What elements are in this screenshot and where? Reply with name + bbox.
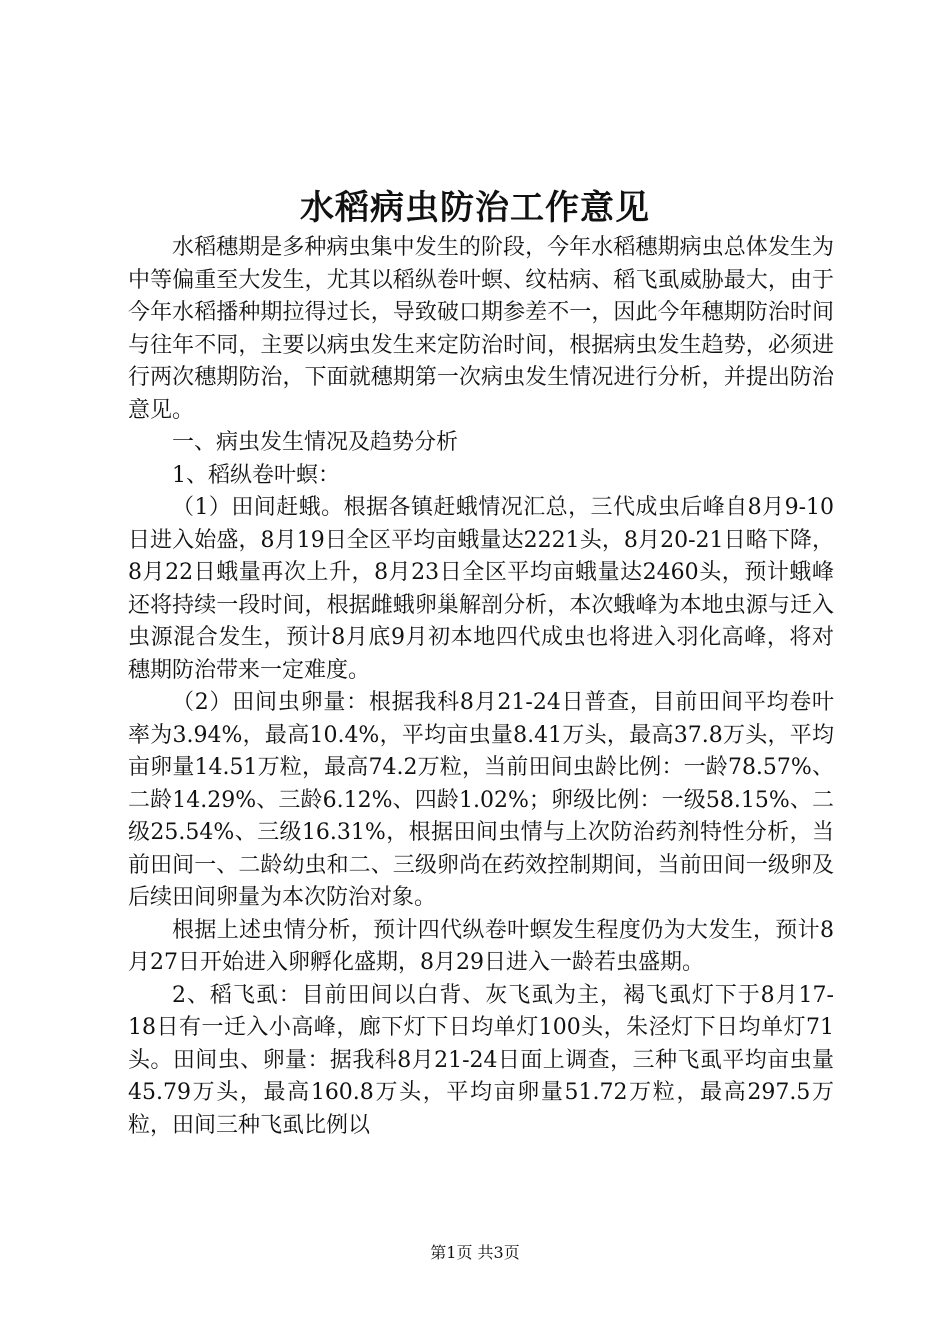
page-footer: 第1页 共3页 — [430, 1243, 520, 1262]
subsection-heading-1: 1、稻纵卷叶螟： — [172, 462, 340, 488]
paragraph-intro: 水稻穗期是多种病虫集中发生的阶段，今年水稻穗期病虫总体发生为中等偏重至大发生，尤其以稻纵卷叶螟、纹枯病、稻飞虱威胁最大，由于今年水稻播种期拉得过长，导致破口期参差不一，因此今年穗期防治时间与往年不同，主要以病虫发生来定防治时间，根据病虫发生趋势，必须进行两次穗期防治，下面就穗期第一次病虫发生情况进行分析，并提出防治意见。 — [128, 235, 834, 423]
paragraph-forecast: 根据上述虫情分析，预计四代纵卷叶螟发生程度仍为大发生，预计8月27日开始进入卵孵化盛期，8月29日进入一龄若虫盛期。 — [128, 917, 834, 975]
paragraph-field-eggs: （2）田间虫卵量：根据我科8月21-24日普查，目前田间平均卷叶率为3.94%，最高10.4%，平均亩虫量8.41万头，最高37.8万头，平均亩卵量14.51万粒，最高74.2万粒，当前田间虫龄比例：一龄78.57%、二龄14.29%、三龄6.12%、四龄1.02%；卵级比例：一级58.15%、二级25.54%、三级16.31%，根据田间虫情与上次防治药剂特性分析，当前田间一、二龄幼虫和二、三级卵尚在药效控制期间，当前田间一级卵及后续田间卵量为本次防治对象。 — [128, 690, 834, 910]
paragraph-planthopper: 2、稻飞虱：目前田间以白背、灰飞虱为主，褐飞虱灯下于8月17-18日有一迁入小高峰，廊下灯下日均单灯100头，朱泾灯下日均单灯71头。田间虫、卵量：据我科8月21-24日面上调查，三种飞虱平均亩虫量45.79万头，最高160.8万头，平均亩卵量51.72万粒，最高297.5万粒，田间三种飞虱比例以 — [128, 982, 834, 1138]
paragraph-field-moths: （1）田间赶蛾。根据各镇赶蛾情况汇总，三代成虫后峰自8月9-10日进入始盛，8月19日全区平均亩蛾量达2221头，8月20-21日略下降，8月22日蛾量再次上升，8月23日全区平均亩蛾量达2460头，预计蛾峰还将持续一段时间，根据雌蛾卵巢解剖分析，本次蛾峰为本地虫源与迁入虫源混合发生，预计8月底9月初本地四代成虫也将进入羽化高峰，将对穗期防治带来一定难度。 — [128, 495, 834, 683]
document-title: 水稻病虫防治工作意见 — [300, 188, 650, 228]
document-body — [128, 232, 834, 1142]
section-heading-1: 一、病虫发生情况及趋势分析 — [172, 430, 459, 455]
